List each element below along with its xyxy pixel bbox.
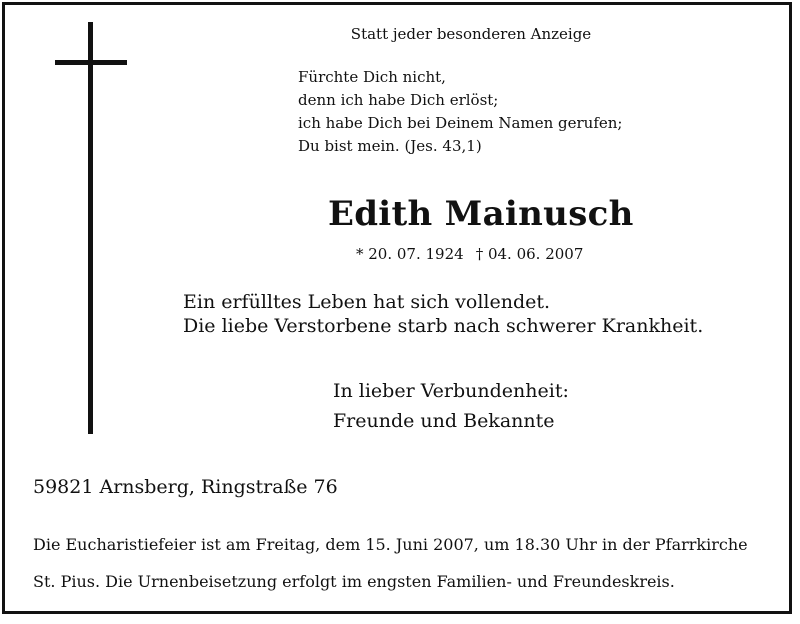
verse-line: Du bist mein. (Jes. 43,1): [298, 137, 482, 155]
signoff-line: Freunde und Bekannte: [333, 410, 555, 432]
memorial-message: [183, 290, 703, 338]
bible-verse: [298, 66, 622, 158]
verse-line: Fürchte Dich nicht,: [298, 68, 446, 86]
signoff: [333, 376, 569, 436]
birth-date: * 20. 07. 1924: [356, 245, 464, 263]
cross-horizontal-bar: [55, 60, 127, 65]
address: 59821 Arnsberg, Ringstraße 76: [33, 476, 338, 498]
verse-line: denn ich habe Dich erlöst;: [298, 91, 499, 109]
message-line: Die liebe Verstorbene starb nach schwerer Krankheit.: [183, 315, 704, 337]
service-line: St. Pius. Die Urnenbeisetzung erfolgt im engsten Familien- und Freundeskreis.: [33, 572, 675, 591]
signoff-line: In lieber Verbundenheit:: [333, 380, 569, 402]
service-line: Die Eucharistiefeier ist am Freitag, dem 15. Juni 2007, um 18.30 Uhr in der Pfarrkirche: [33, 535, 748, 554]
life-dates: [356, 245, 583, 263]
notice-heading: Statt jeder besonderen Anzeige: [350, 25, 592, 43]
deceased-name: Edith Mainusch: [328, 194, 634, 234]
verse-line: ich habe Dich bei Deinem Namen gerufen;: [298, 114, 623, 132]
cross-vertical-bar: [88, 22, 93, 434]
service-info: [33, 526, 748, 600]
death-date: † 04. 06. 2007: [475, 245, 584, 263]
message-line: Ein erfülltes Leben hat sich vollendet.: [183, 291, 551, 313]
